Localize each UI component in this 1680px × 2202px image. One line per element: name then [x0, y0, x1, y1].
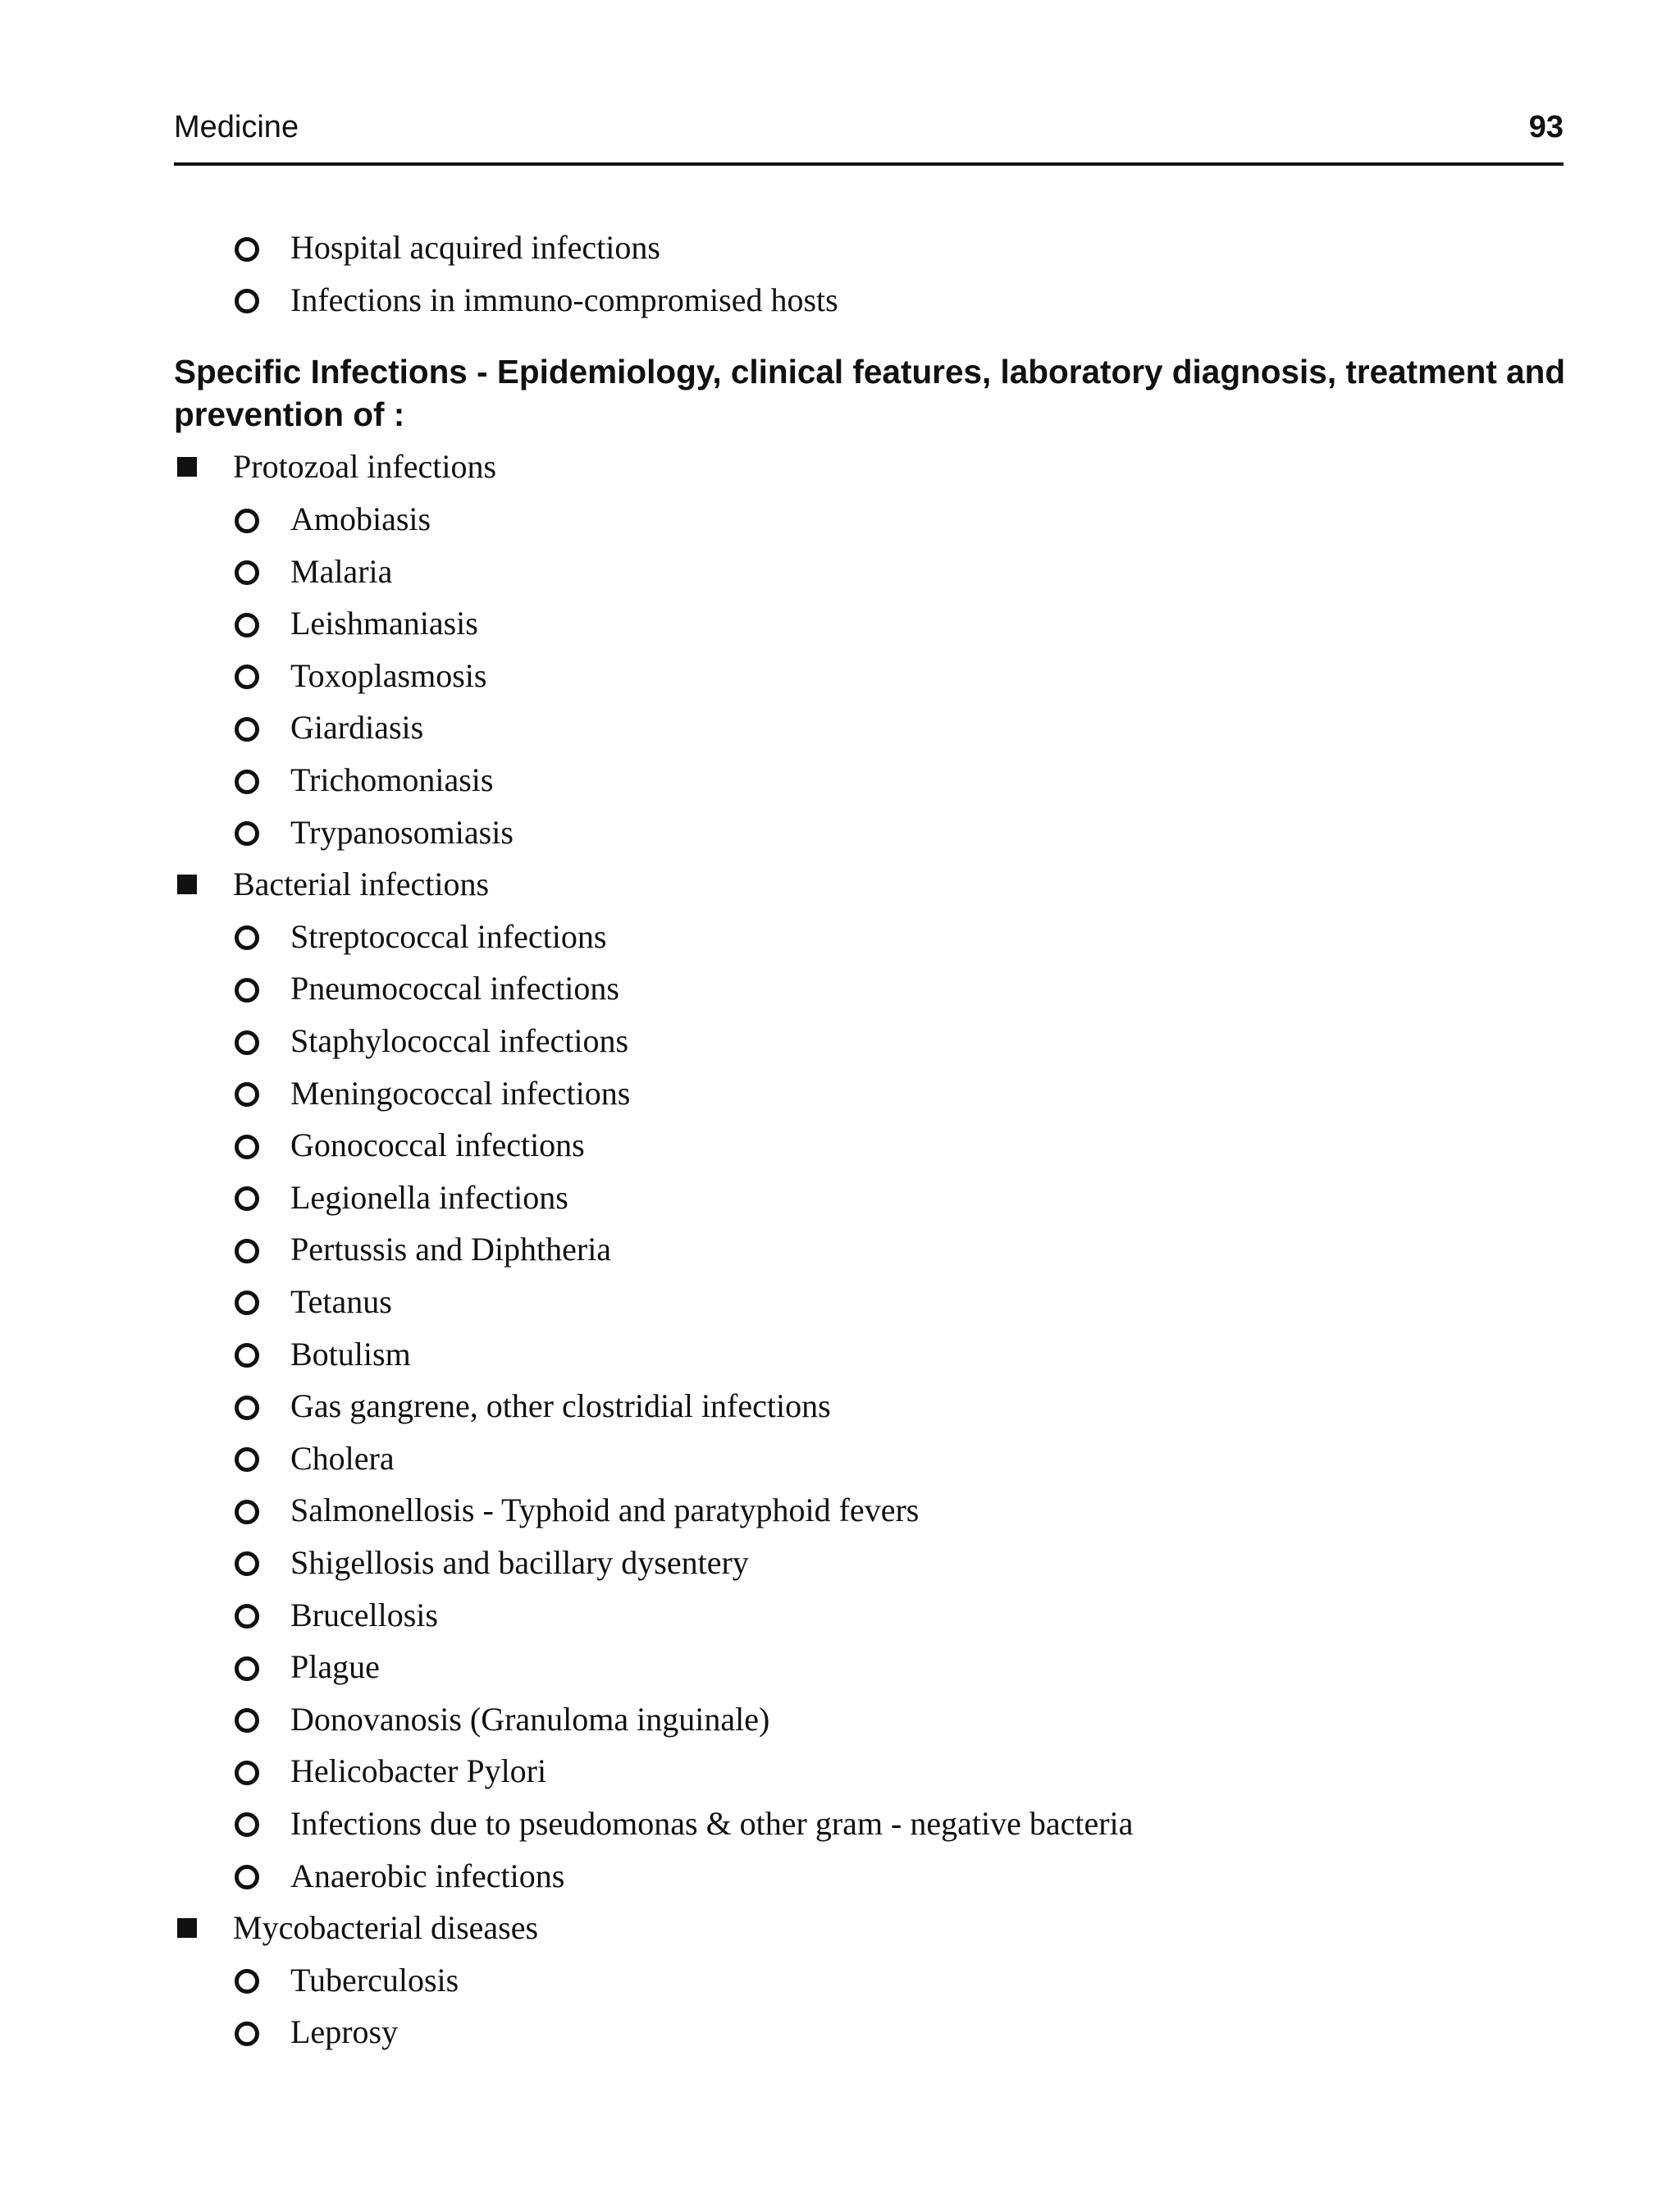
hollow-circle-bullet-icon: [231, 659, 290, 692]
group-bacterial: [174, 858, 1568, 1902]
group-protozoal: [174, 441, 1568, 858]
group-heading: [174, 1902, 1568, 1954]
group-heading: [174, 858, 1568, 911]
hollow-circle-bullet-icon: [231, 1025, 290, 1058]
list-item: [174, 597, 1568, 650]
list-item-label: Infections due to pseudomonas & other gram - negative bacteria: [290, 1804, 1134, 1842]
group-label: Mycobacterial diseases: [233, 1909, 539, 1947]
list-item: [174, 1172, 1568, 1224]
list-item-label: Hospital acquired infections: [290, 229, 660, 267]
list-item: [174, 1276, 1568, 1328]
list-item-label: Legionella infections: [290, 1178, 568, 1216]
list-item-label: Meningococcal infections: [290, 1074, 631, 1112]
list-item-label: Giardiasis: [290, 709, 424, 747]
list-item-label: Trypanosomiasis: [290, 813, 514, 851]
hollow-circle-bullet-icon: [231, 1076, 290, 1109]
list-item-label: Cholera: [290, 1439, 395, 1477]
list-item: [174, 701, 1568, 754]
list-item: [174, 1588, 1568, 1641]
intro-list: [174, 222, 1568, 326]
list-item: [174, 1223, 1568, 1276]
running-title: Medicine: [174, 110, 299, 144]
list-item: [174, 274, 1568, 327]
list-item: [174, 1745, 1568, 1798]
list-item-label: Tuberculosis: [290, 1961, 459, 1999]
list-item-label: Pertussis and Diphtheria: [290, 1231, 612, 1268]
list-item: [174, 2006, 1568, 2058]
hollow-circle-bullet-icon: [231, 2016, 290, 2049]
section-heading: Specific Infections - Epidemiology, clinical features, laboratory diagnosis, treatment and prevention of :: [174, 353, 1566, 434]
page-number: 93: [1528, 110, 1564, 144]
list-item: [174, 754, 1568, 806]
list-item: [174, 1015, 1568, 1067]
hollow-circle-bullet-icon: [231, 231, 290, 264]
list-item-label: Streptococcal infections: [290, 917, 607, 955]
hollow-circle-bullet-icon: [231, 1337, 290, 1370]
list-item: [174, 1693, 1568, 1745]
list-item: [174, 1380, 1568, 1432]
hollow-circle-bullet-icon: [231, 1598, 290, 1631]
group-heading: [174, 441, 1568, 493]
list-item-label: Brucellosis: [290, 1596, 438, 1633]
list-item: [174, 222, 1568, 274]
hollow-circle-bullet-icon: [231, 1963, 290, 1996]
hollow-circle-bullet-icon: [231, 1651, 290, 1683]
hollow-circle-bullet-icon: [231, 1129, 290, 1162]
list-item-label: Trichomoniasis: [290, 761, 494, 799]
list-item-label: Donovanosis (Granuloma inguinale): [290, 1700, 770, 1738]
list-item-label: Salmonellosis - Typhoid and paratyphoid fevers: [290, 1492, 920, 1529]
list-item: [174, 493, 1568, 546]
hollow-circle-bullet-icon: [231, 555, 290, 587]
list-item: [174, 962, 1568, 1015]
list-item-label: Shigellosis and bacillary dysentery: [290, 1543, 749, 1581]
hollow-circle-bullet-icon: [231, 503, 290, 536]
group-label: Bacterial infections: [233, 866, 490, 903]
hollow-circle-bullet-icon: [231, 1807, 290, 1839]
group-mycobacterial: [174, 1902, 1568, 2058]
list-item: [174, 650, 1568, 702]
list-item: [174, 1537, 1568, 1589]
list-item: [174, 1484, 1568, 1537]
list-item-label: Helicobacter Pylori: [290, 1752, 547, 1790]
list-item-label: Amobiasis: [290, 500, 431, 538]
list-item-label: Leprosy: [290, 2013, 399, 2051]
list-item-label: Infections in immuno-compromised hosts: [290, 281, 838, 318]
list-item: [174, 1798, 1568, 1850]
hollow-circle-bullet-icon: [231, 1181, 290, 1213]
hollow-circle-bullet-icon: [231, 1546, 290, 1578]
list-item: [174, 545, 1568, 597]
list-item: [174, 1849, 1568, 1902]
list-item-label: Gas gangrene, other clostridial infections: [290, 1387, 831, 1425]
list-item-label: Plague: [290, 1648, 380, 1686]
hollow-circle-bullet-icon: [231, 764, 290, 797]
list-item: [174, 1432, 1568, 1484]
hollow-circle-bullet-icon: [231, 607, 290, 640]
hollow-circle-bullet-icon: [231, 1859, 290, 1892]
list-item-label: Gonococcal infections: [290, 1126, 585, 1164]
list-item: [174, 1119, 1568, 1172]
page-content: [174, 222, 1568, 2058]
list-item: [174, 1641, 1568, 1693]
list-item-label: Pneumococcal infections: [290, 970, 619, 1007]
hollow-circle-bullet-icon: [231, 1441, 290, 1474]
list-item: [174, 1327, 1568, 1380]
hollow-circle-bullet-icon: [231, 815, 290, 848]
filled-square-bullet-icon: [174, 1912, 233, 1944]
list-item-label: Staphylococcal infections: [290, 1022, 629, 1060]
list-item: [174, 806, 1568, 858]
hollow-circle-bullet-icon: [231, 920, 290, 953]
list-item-label: Botulism: [290, 1335, 411, 1373]
hollow-circle-bullet-icon: [231, 1702, 290, 1735]
list-item-label: Malaria: [290, 552, 393, 590]
list-item: [174, 1067, 1568, 1119]
hollow-circle-bullet-icon: [231, 283, 290, 316]
group-label: Protozoal infections: [233, 448, 497, 486]
hollow-circle-bullet-icon: [231, 1390, 290, 1423]
list-item-label: Tetanus: [290, 1282, 392, 1320]
list-item-label: Anaerobic infections: [290, 1857, 565, 1894]
list-item-label: Toxoplasmosis: [290, 656, 487, 694]
hollow-circle-bullet-icon: [231, 1233, 290, 1266]
hollow-circle-bullet-icon: [231, 1285, 290, 1318]
running-header: [174, 105, 1564, 166]
list-item-label: Leishmaniasis: [290, 605, 478, 642]
list-item: [174, 911, 1568, 963]
list-item: [174, 1953, 1568, 2006]
filled-square-bullet-icon: [174, 868, 233, 901]
hollow-circle-bullet-icon: [231, 972, 290, 1005]
hollow-circle-bullet-icon: [231, 711, 290, 744]
hollow-circle-bullet-icon: [231, 1755, 290, 1788]
hollow-circle-bullet-icon: [231, 1494, 290, 1527]
filled-square-bullet-icon: [174, 450, 233, 483]
